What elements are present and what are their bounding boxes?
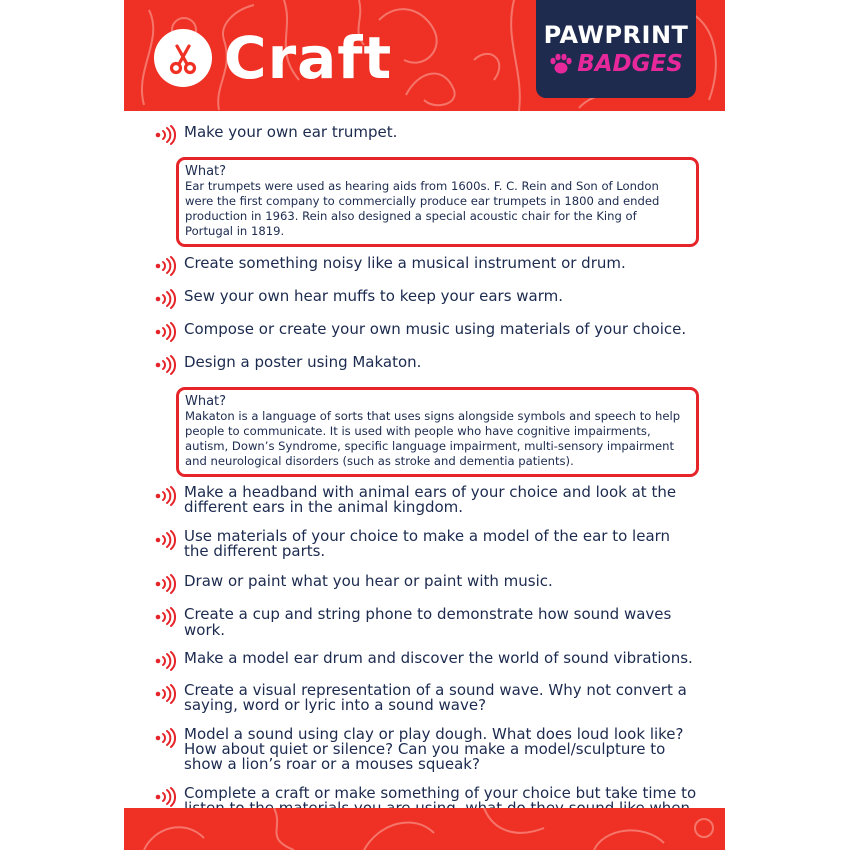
list-item <box>154 288 699 309</box>
sound-icon <box>154 289 176 309</box>
header-banner <box>124 0 725 111</box>
footer-banner <box>124 808 725 850</box>
sound-icon <box>154 728 176 748</box>
list-item <box>154 683 699 713</box>
list-item-text: Sew your own hear muffs to keep your ears warm. <box>184 287 564 305</box>
list-item <box>154 354 699 375</box>
pawprint-badges-logo <box>536 0 696 98</box>
list-item-text: Make your own ear trumpet. <box>184 123 398 141</box>
list-item <box>154 321 699 342</box>
list-item <box>154 573 699 594</box>
activity-list <box>154 124 699 845</box>
info-box <box>176 157 699 247</box>
info-box-title: What? <box>185 164 227 179</box>
sound-icon <box>154 651 176 671</box>
list-item <box>154 529 699 559</box>
sound-icon <box>154 574 176 594</box>
list-item-text: Create something noisy like a musical instrument or drum. <box>184 254 626 272</box>
logo-pawprint-text: PAWPRINT <box>543 21 689 49</box>
paw-icon <box>549 53 573 75</box>
list-item-text: Use materials of your choice to make a model of the ear to learn the different parts. <box>184 527 671 560</box>
list-item-text: Design a poster using Makaton. <box>184 353 422 371</box>
info-box-body: Ear trumpets were used as hearing aids from 1600s. F. C. Rein and Son of London were the first company to commercially produce ear trumpets in 1800 and ended production in 1963. Rein also designed a special acoustic chair for the King of Portugal in 1819. <box>185 179 660 238</box>
list-item-text: Make a model ear drum and discover the world of sound vibrations. <box>184 649 693 667</box>
sound-icon <box>154 684 176 704</box>
sound-icon <box>154 607 176 627</box>
sound-icon <box>154 322 176 342</box>
list-item-text: Make a headband with animal ears of your choice and look at the different ears in the animal kingdom. <box>184 483 677 516</box>
sound-icon <box>154 787 176 807</box>
list-item-text: Draw or paint what you hear or paint with music. <box>184 572 553 590</box>
list-item <box>154 124 699 145</box>
sound-icon <box>154 256 176 276</box>
list-item-text: Model a sound using clay or play dough. What does loud look like? How about quiet or silence? Can you make a model/sculpture to show a lion’s roar or a mouses squeak? <box>184 725 684 773</box>
activity-sheet <box>124 0 725 850</box>
sound-icon <box>154 486 176 506</box>
list-item <box>154 485 699 515</box>
logo-badges-text: BADGES <box>577 51 683 77</box>
craft-heading: Craft <box>224 24 393 92</box>
list-item-text: Complete a craft or make something of your choice but take time to <box>184 784 697 802</box>
footer-doodle-pattern <box>124 808 725 850</box>
sound-icon <box>154 355 176 375</box>
list-item <box>154 606 699 638</box>
list-item <box>154 727 699 772</box>
page-title <box>154 26 392 90</box>
list-item <box>154 255 699 276</box>
sound-icon <box>154 530 176 550</box>
list-item <box>154 650 699 671</box>
info-box-body: Makaton is a language of sorts that uses signs alongside symbols and speech to help people to communicate. It is used with people who have cognitive impairments, autism, Down’s Syndrome, specific language impairment, multi-sensory impairment and neurological disorders (such as stroke and dementia patients). <box>185 409 681 468</box>
scissors-icon <box>154 29 212 87</box>
list-item-text: Create a cup and string phone to demonstrate how sound waves work. <box>184 605 672 639</box>
list-item-text: Create a visual representation of a sound wave. Why not convert a saying, word or lyric into a sound wave? <box>184 681 687 714</box>
list-item-text: Compose or create your own music using materials of your choice. <box>184 320 687 338</box>
sound-icon <box>154 125 176 145</box>
info-box <box>176 387 699 477</box>
info-box-title: What? <box>185 394 227 409</box>
